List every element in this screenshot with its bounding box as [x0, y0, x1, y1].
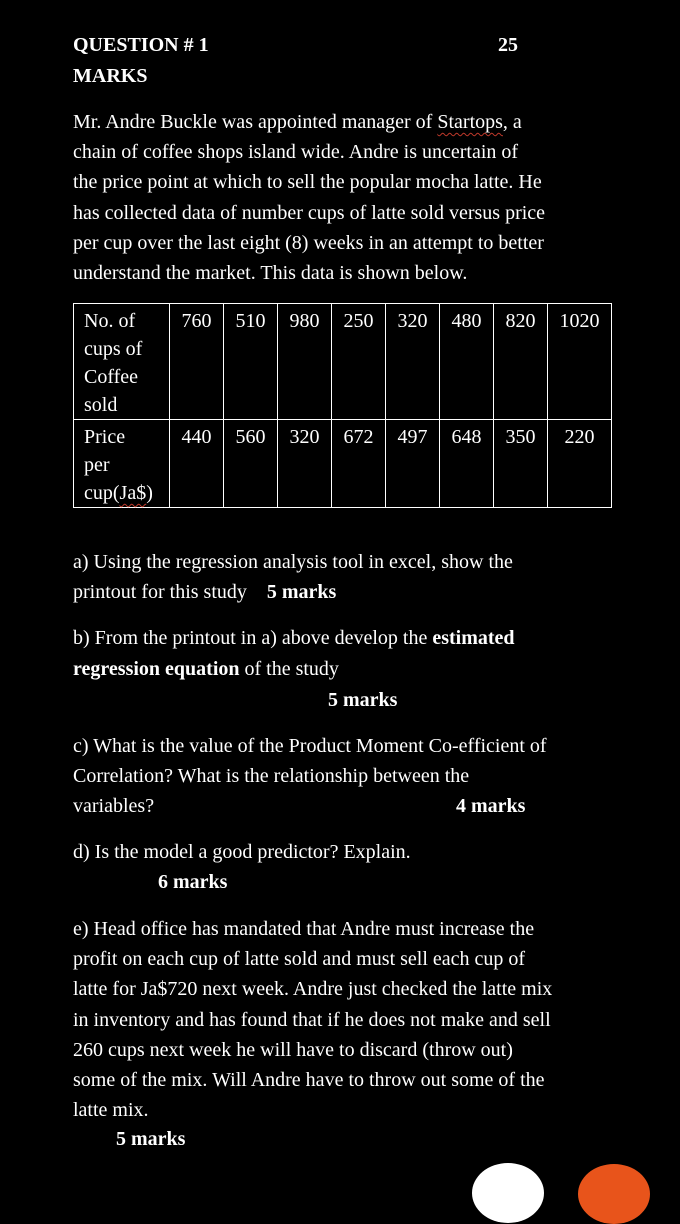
- question-e-line: latte mix.: [73, 1099, 149, 1122]
- table-cell: 672: [332, 420, 386, 508]
- table-cell: 648: [440, 420, 494, 508]
- table-cell: 497: [386, 420, 440, 508]
- question-d-text: d) Is the model a good predictor? Explain.: [73, 841, 411, 863]
- question-e-line: some of the mix. Will Andre have to throw out some of the: [73, 1069, 545, 1092]
- question-e-line: e) Head office has mandated that Andre must increase the: [73, 918, 535, 940]
- question-e-paragraph: [73, 914, 613, 1125]
- intro-line: Mr. Andre Buckle was appointed manager of Startops, a: [73, 111, 522, 133]
- intro-line: has collected data of number cups of latte sold versus price: [73, 201, 546, 224]
- table-cell: 250: [332, 304, 386, 420]
- question-b-line1: b) From the printout in a) above develop the estimated: [73, 627, 515, 649]
- question-a-line2: printout for this study 5 marks: [73, 581, 337, 603]
- intro-line: the price point at which to sell the popular mocha latte. He: [73, 171, 542, 194]
- row-label-price: Price per cup(Ja$): [74, 420, 170, 508]
- intro-line: chain of coffee shops island wide. Andre is uncertain of: [73, 141, 519, 164]
- intro-line: per cup over the last eight (8) weeks in an attempt to better: [73, 231, 544, 254]
- question-b-marks: 5 marks: [328, 689, 398, 711]
- floating-action-button[interactable]: [472, 1163, 544, 1223]
- question-c-line1: c) What is the value of the Product Moment Co-efficient of: [73, 735, 547, 757]
- table-cell: 320: [386, 304, 440, 420]
- misspelling-underline: Startops: [437, 111, 503, 133]
- question-e-marks: 5 marks: [116, 1128, 186, 1150]
- table-cell: 440: [170, 420, 224, 508]
- question-a-marks: 5 marks: [266, 581, 337, 603]
- table-cell: 1020: [548, 304, 612, 420]
- row-label-cups: No. of cups of Coffee sold: [74, 304, 170, 420]
- table-cell: 320: [278, 420, 332, 508]
- table-cell: 820: [494, 304, 548, 420]
- question-e-line: latte for Ja$720 next week. Andre just checked the latte mix: [73, 978, 553, 1001]
- table-cell: 760: [170, 304, 224, 420]
- question-a-line1: a) Using the regression analysis tool in excel, show the: [73, 551, 513, 573]
- question-c-marks: 4 marks: [456, 795, 526, 817]
- table-row-cups: [74, 304, 612, 420]
- table-cell: 510: [224, 304, 278, 420]
- marks-label: MARKS: [73, 65, 148, 87]
- table-cell: 220: [548, 420, 612, 508]
- marks-total: 25: [498, 34, 518, 56]
- question-b-line2: regression equation of the study: [73, 658, 339, 680]
- floating-action-button-accent[interactable]: [578, 1164, 650, 1224]
- table-cell: 560: [224, 420, 278, 508]
- table-cell: 980: [278, 304, 332, 420]
- question-e-line: in inventory and has found that if he does not make and sell: [73, 1008, 551, 1031]
- question-c-line2: Correlation? What is the relationship between the: [73, 765, 470, 787]
- data-table: [73, 303, 612, 508]
- intro-paragraph: [73, 107, 613, 288]
- question-title: QUESTION # 1: [73, 34, 209, 56]
- question-e-line: 260 cups next week he will have to discard (throw out): [73, 1038, 513, 1061]
- question-e-line: profit on each cup of latte sold and must sell each cup of: [73, 948, 526, 971]
- intro-line: understand the market. This data is shown below.: [73, 262, 468, 285]
- question-c-line3: variables?: [73, 795, 155, 817]
- table-cell: 350: [494, 420, 548, 508]
- question-d-marks: 6 marks: [158, 871, 228, 893]
- table-cell: 480: [440, 304, 494, 420]
- table-row-price: [74, 420, 612, 508]
